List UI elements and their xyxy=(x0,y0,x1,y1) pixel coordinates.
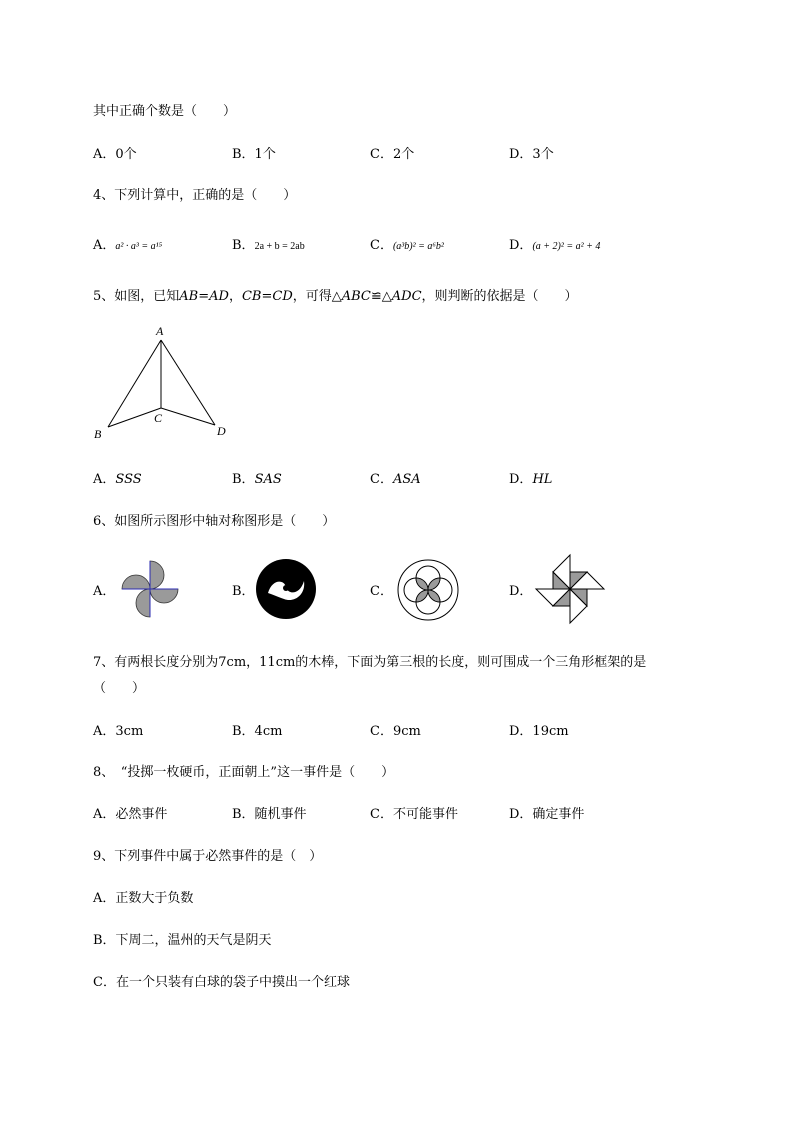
q4-option-d: D．(a + 2)² = a² + 4 xyxy=(509,238,601,253)
q9-option-c: C．在一个只装有白球的袋子中摸出一个红球 xyxy=(93,975,350,990)
q5-stem: 5、如图，已知AB=AD，CB=CD，可得△ABC≌△ADC，则判断的依据是（ ） xyxy=(93,289,578,304)
q3-option-a: A．0个 xyxy=(93,147,137,162)
q7-stem-line1: 7、有两根长度分别为7cm，11cm的木棒，下面为第三根的长度，则可围成一个三角形框架的是 xyxy=(93,655,647,670)
q7-option-b: B．4cm xyxy=(232,724,283,739)
q8-option-a: A．必然事件 xyxy=(93,807,168,822)
q5-option-b: B．SAS xyxy=(232,472,282,487)
q6-option-d-label: D． xyxy=(509,584,533,599)
q9-stem: 9、下列事件中属于必然事件的是（ ） xyxy=(93,849,323,864)
q4-stem: 4、下列计算中，正确的是（ ） xyxy=(93,188,297,203)
q4-option-b-expr: 2a + b = 2ab xyxy=(254,241,305,252)
q5-option-d: D．HL xyxy=(509,472,553,487)
q7-option-c: C．9cm xyxy=(370,724,421,739)
q6-figure-c-flower xyxy=(396,558,460,622)
vertex-label-b: B xyxy=(94,427,102,441)
q8-option-d: D．确定事件 xyxy=(509,807,585,822)
q8-stem: 8、 “投掷一枚硬币，正面朝上”这一事件是（ ） xyxy=(93,765,395,780)
q3-option-c: C．2个 xyxy=(370,147,415,162)
q4-option-a-expr: a² · a³ = a¹⁵ xyxy=(115,241,163,252)
q4-option-c-expr: (a³b)² = a⁶b² xyxy=(392,241,444,252)
q5-triangle-figure xyxy=(90,320,250,450)
q4-option-c: C．(a³b)² = a⁶b² xyxy=(370,238,444,253)
q4-option-d-expr: (a + 2)² = a² + 4 xyxy=(532,241,601,252)
q8-option-b: B．随机事件 xyxy=(232,807,307,822)
q3-option-d: D．3个 xyxy=(509,147,554,162)
q6-option-b-label: B． xyxy=(232,584,255,599)
q6-figure-a-pinwheel xyxy=(119,558,181,620)
q6-stem: 6、如图所示图形中轴对称图形是（ ） xyxy=(93,514,336,529)
vertex-label-a: A xyxy=(156,324,164,338)
q4-option-b: B．2a + b = 2ab xyxy=(232,238,305,253)
q3-stem: 其中正确个数是（ ） xyxy=(93,104,237,119)
q7-stem-line2: （ ） xyxy=(93,681,146,696)
q6-option-a-label: A． xyxy=(93,584,116,599)
q8-option-c: C．不可能事件 xyxy=(370,807,458,822)
q3-option-b: B．1个 xyxy=(232,147,276,162)
q6-figure-b-disc xyxy=(255,558,317,620)
q4-option-a: A．a² · a³ = a¹⁵ xyxy=(93,238,163,253)
q5-option-c: C．ASA xyxy=(370,472,421,487)
q6-figure-d-windmill xyxy=(534,553,606,625)
vertex-label-d: D xyxy=(217,424,226,438)
q7-option-d: D．19cm xyxy=(509,724,569,739)
q9-option-a: A．正数大于负数 xyxy=(93,891,194,906)
q9-option-b: B．下周二，温州的天气是阴天 xyxy=(93,933,272,948)
vertex-label-c: C xyxy=(154,411,163,425)
q7-option-a: A．3cm xyxy=(93,724,144,739)
q6-option-c-label: C． xyxy=(370,584,393,599)
q5-option-a: A．SSS xyxy=(93,472,142,487)
